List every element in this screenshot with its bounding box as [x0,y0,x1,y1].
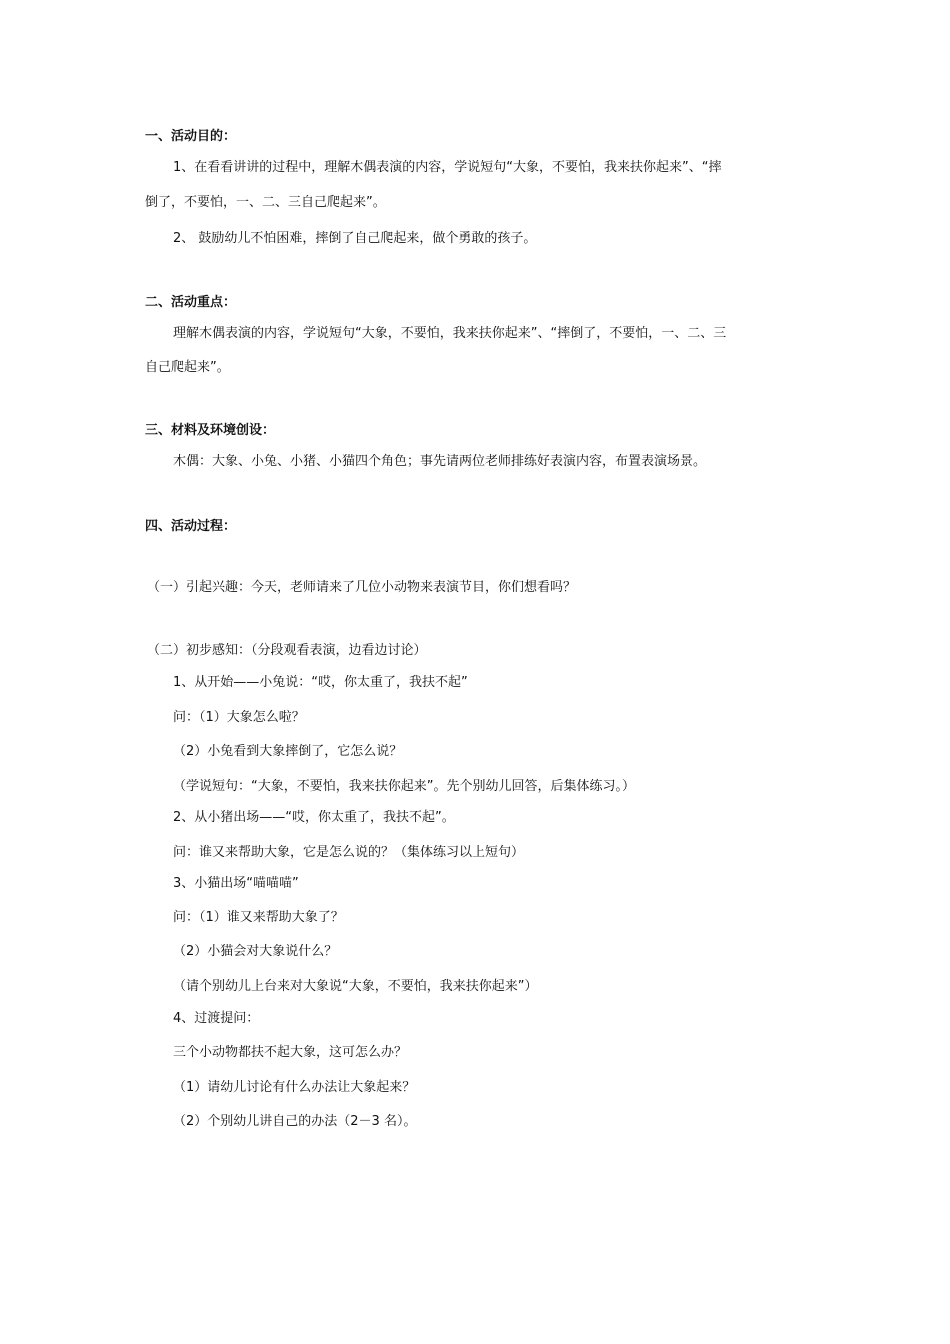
objective-1-line-2: 倒了，不要怕，一、二、三自己爬起来”。 [145,195,386,210]
key-points-line-1: 理解木偶表演的内容，学说短句“大象，不要怕，我来扶你起来”、“摔倒了，不要怕，一、二、三 [173,326,727,341]
key-points-line-2: 自己爬起来”。 [145,360,230,375]
process-line: 问：（1）大象怎么啦？ [173,710,305,725]
process-line: 3、小猫出场“喵喵喵” [173,876,299,891]
process-part-2: （二）初步感知：（分段观看表演，边看边讨论） [147,643,427,658]
process-line: 问：谁又来帮助大象，它是怎么说的？（集体练习以上短句） [173,845,525,860]
section-heading-objectives: 一、活动目的： [145,129,237,144]
process-line: 1、从开始——小兔说：“哎，你太重了，我扶不起” [173,675,468,690]
process-line: 4、过渡提问： [173,1011,260,1026]
process-part-1: （一）引起兴趣：今天，老师请来了几位小动物来表演节目，你们想看吗？ [147,580,577,595]
process-line: （1）请幼儿讨论有什么办法让大象起来？ [173,1080,416,1095]
materials-line-1: 木偶：大象、小兔、小猪、小猫四个角色；事先请两位老师排练好表演内容，布置表演场景。 [173,454,707,469]
process-line: （请个别幼儿上台来对大象说“大象，不要怕，我来扶你起来”） [173,979,538,994]
process-line: （2）小猫会对大象说什么？ [173,944,338,959]
objective-1-line-1: 1、在看看讲讲的过程中，理解木偶表演的内容，学说短句“大象，不要怕，我来扶你起来”、“摔 [173,160,722,175]
process-line: 问：（1）谁又来帮助大象了？ [173,910,344,925]
process-line: （学说短句：“大象，不要怕，我来扶你起来”。先个别幼儿回答，后集体练习。） [173,779,635,794]
section-heading-process: 四、活动过程： [145,519,237,534]
process-line: 2、从小猪出场——“哎，你太重了，我扶不起”。 [173,810,455,825]
objective-2: 2、 鼓励幼儿不怕困难，摔倒了自己爬起来，做个勇敢的孩子。 [173,231,537,246]
process-line: （2）个别幼儿讲自己的办法（2－3 名）。 [173,1114,417,1129]
section-heading-key-points: 二、活动重点： [145,295,237,310]
process-line: 三个小动物都扶不起大象，这可怎么办？ [173,1045,408,1060]
section-heading-materials: 三、材料及环境创设： [145,423,276,438]
process-line: （2）小兔看到大象摔倒了，它怎么说？ [173,744,403,759]
